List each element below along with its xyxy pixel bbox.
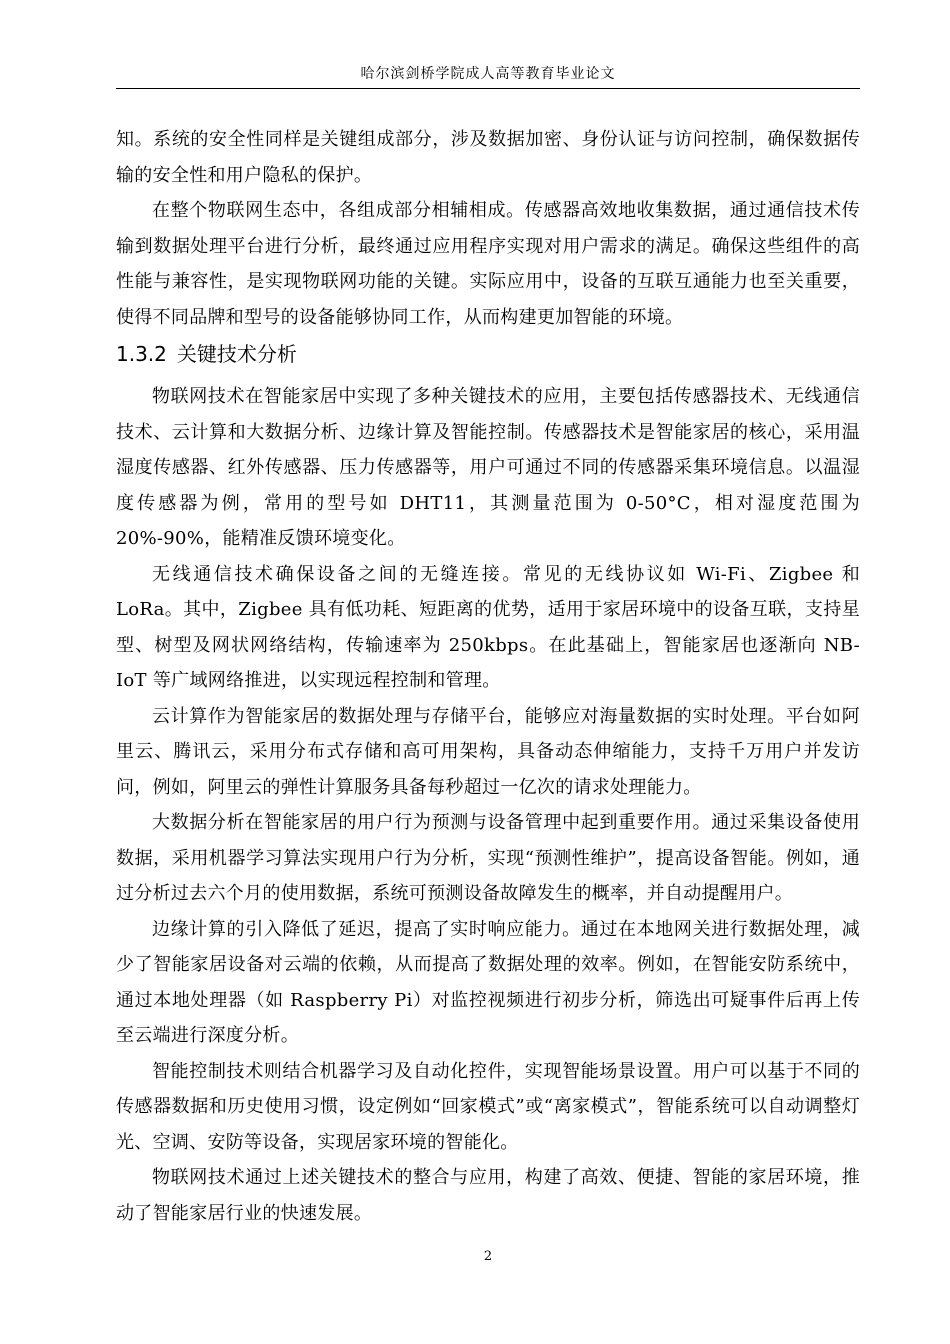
paragraph: 物联网技术在智能家居中实现了多种关键技术的应用，主要包括传感器技术、无线通信技术、云计算和大数据分析、边缘计算及智能控制。传感器技术是智能家居的核心，采用温湿度传感器、红外传感器、压力传感器等，用户可通过不同的传感器采集环境信息。以温湿度传感器为例，常用的型号如 DHT11，其测量范围为 0-50°C，相对湿度范围为20%-90%，能精准反馈环境变化。 — [116, 386, 860, 549]
header-divider — [116, 88, 860, 89]
paragraph: 在整个物联网生态中，各组成部分相辅相成。传感器高效地收集数据，通过通信技术传输到数据处理平台进行分析，最终通过应用程序实现对用户需求的满足。确保这些组件的高性能与兼容性，是实现物联网功能的关键。实际应用中，设备的互联互通能力也至关重要，使得不同品牌和型号的设备能够协同工作，从而构建更加智能的环境。 — [116, 200, 860, 328]
paragraph-continued: 知。系统的安全性同样是关键组成部分，涉及数据加密、身份认证与访问控制，确保数据传输的安全性和用户隐私的保护。 — [116, 129, 860, 186]
paragraph: 云计算作为智能家居的数据处理与存储平台，能够应对海量数据的实时处理。平台如阿里云、腾讯云，采用分布式存储和高可用架构，具备动态伸缩能力，支持千万用户并发访问，例如，阿里云的弹性计算服务具备每秒超过一亿次的请求处理能力。 — [116, 705, 860, 798]
section-heading — [116, 338, 860, 370]
page-number: 2 — [483, 1249, 493, 1264]
running-header: 哈尔滨剑桥学院成人高等教育毕业论文 — [360, 66, 616, 82]
body-content — [116, 122, 860, 1231]
section-title: 关键技术分析 — [176, 342, 297, 366]
paragraph: 无线通信技术确保设备之间的无缝连接。常见的无线协议如 Wi-Fi、Zigbee 和 LoRa。其中，Zigbee 具有低功耗、短距离的优势，适用于家居环境中的设备互联，支持星型、树型及网状网络结构，传输速率为 250kbps。在此基础上，智能家居也逐渐向 NB-IoT 等广域网络推进，以实现远程控制和管理。 — [116, 563, 860, 691]
section-number: 1.3.2 — [116, 342, 167, 366]
paragraph: 智能控制技术则结合机器学习及自动化控件，实现智能场景设置。用户可以基于不同的传感器数据和历史使用习惯，设定例如“回家模式”或“离家模式”，智能系统可以自动调整灯光、空调、安防等设备，实现居家环境的智能化。 — [116, 1060, 860, 1153]
paragraph: 物联网技术通过上述关键技术的整合与应用，构建了高效、便捷、智能的家居环境，推动了智能家居行业的快速发展。 — [116, 1167, 860, 1224]
paragraph: 大数据分析在智能家居的用户行为预测与设备管理中起到重要作用。通过采集设备使用数据，采用机器学习算法实现用户行为分析，实现“预测性维护”，提高设备智能。例如，通过分析过去六个月的使用数据，系统可预测设备故障发生的概率，并自动提醒用户。 — [116, 812, 860, 904]
paragraph: 边缘计算的引入降低了延迟，提高了实时响应能力。通过在本地网关进行数据处理，减少了智能家居设备对云端的依赖，从而提高了数据处理的效率。例如，在智能安防系统中，通过本地处理器（如 Raspberry Pi）对监控视频进行初步分析，筛选出可疑事件后再上传至云端进行深度分析。 — [116, 918, 860, 1046]
